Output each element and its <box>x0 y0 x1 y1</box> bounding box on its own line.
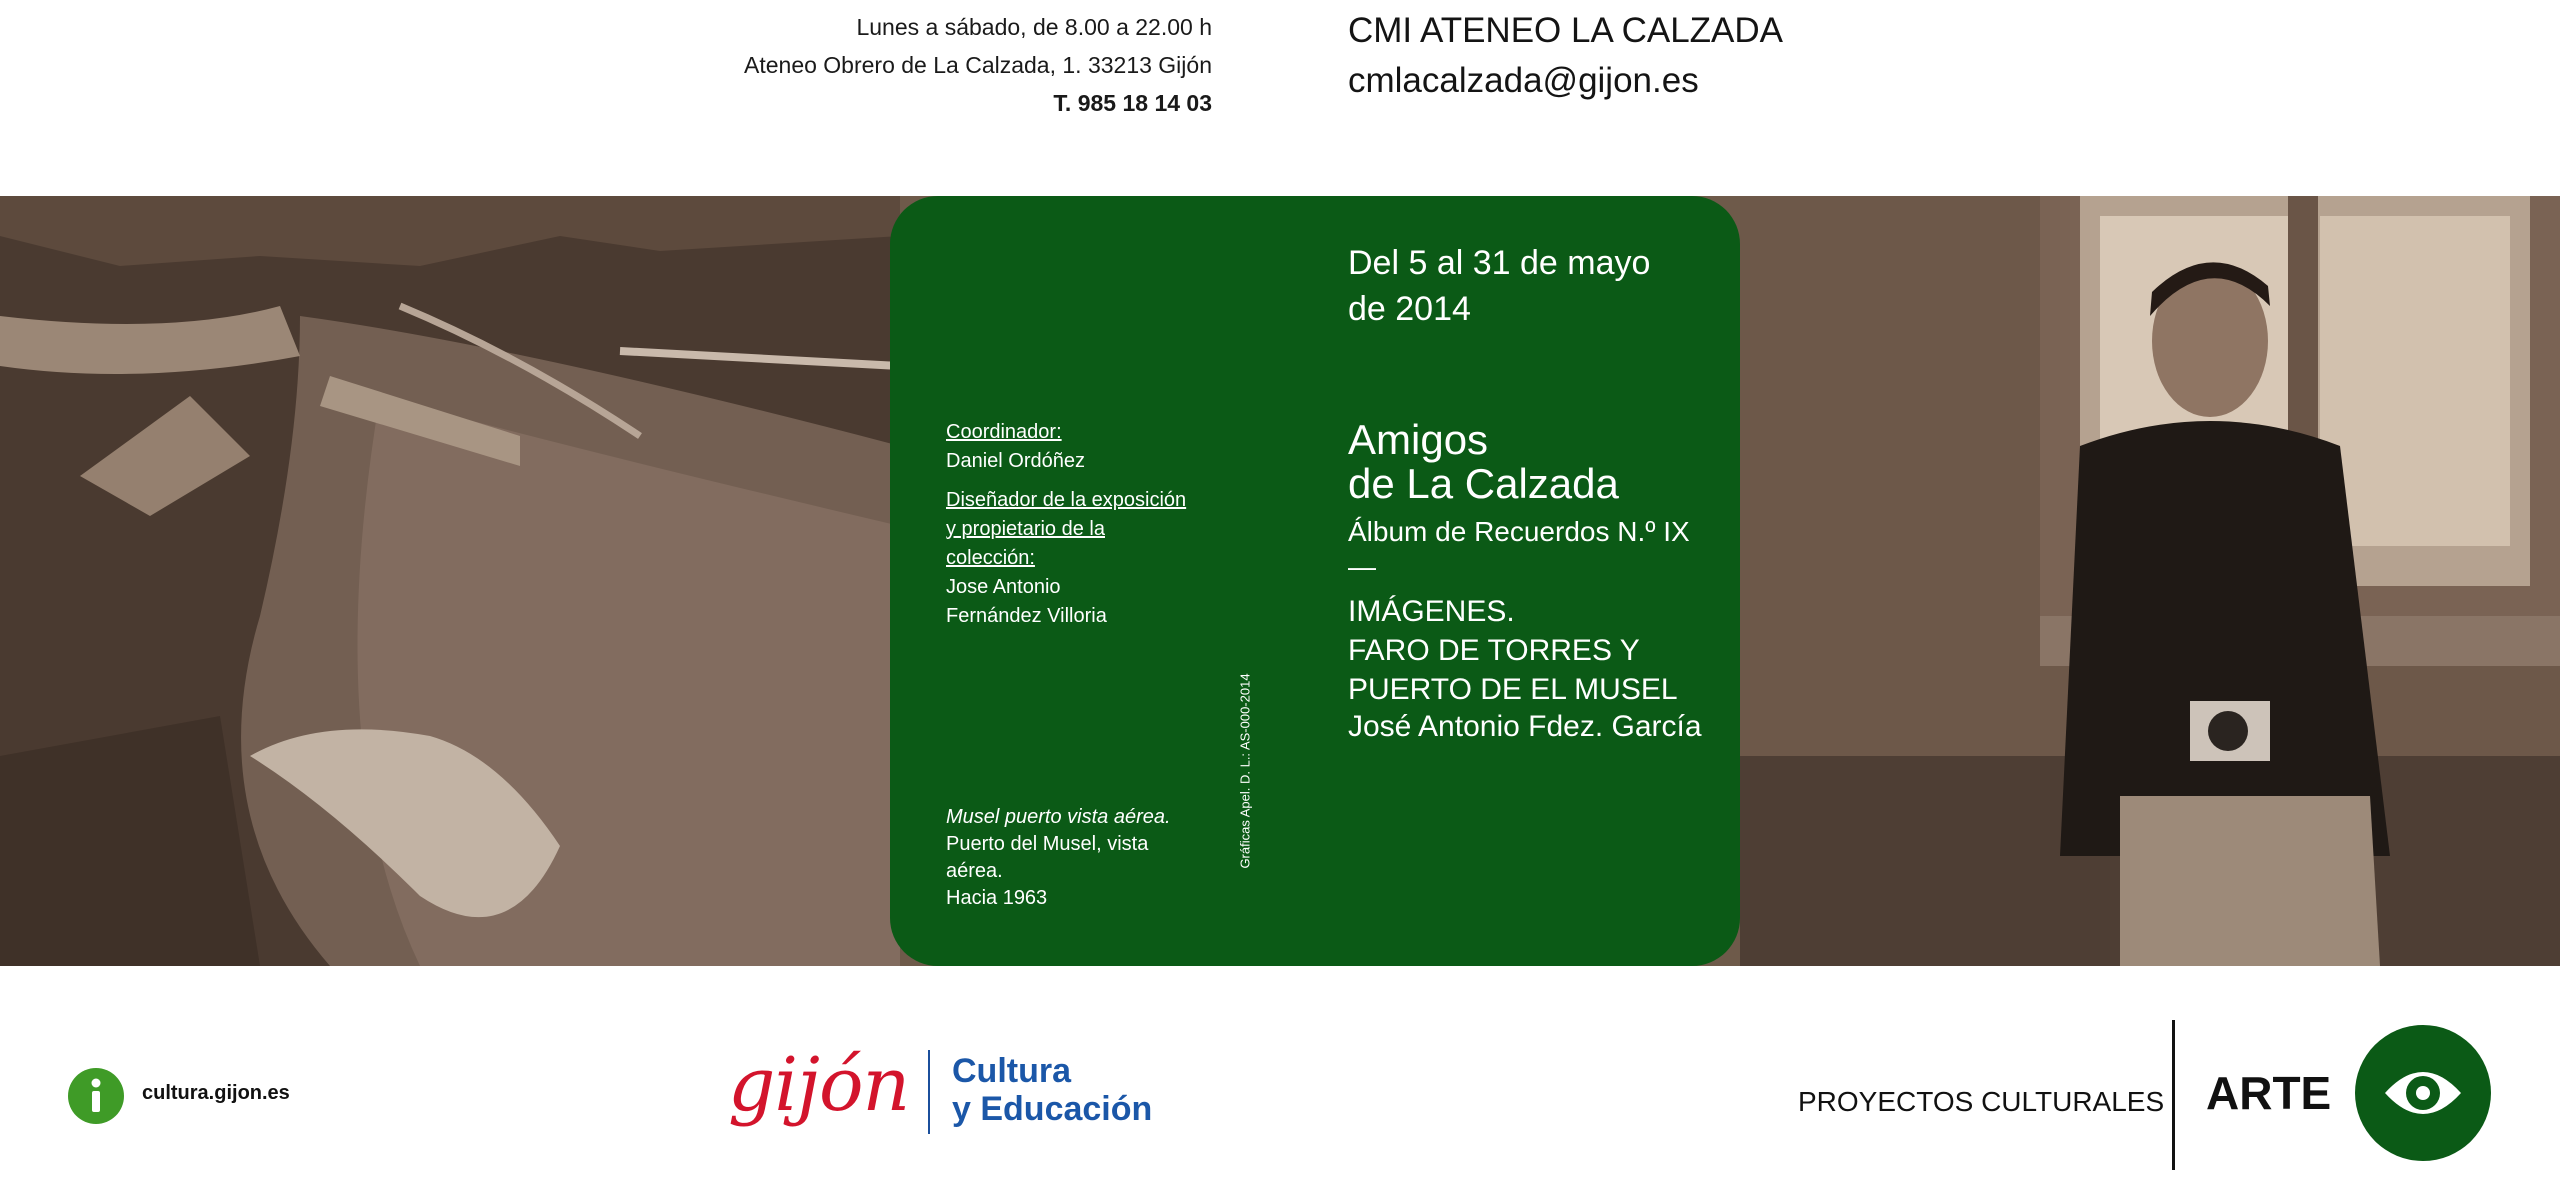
album-number: Álbum de Recuerdos N.º IX <box>1348 516 1690 547</box>
legal-deposit-text: Gráficas Apel. D. L.: AS-000-2014 <box>1237 673 1253 869</box>
exhibition-panel <box>890 196 1740 966</box>
subtitle-line-1: IMÁGENES. <box>1348 595 1515 628</box>
exhibition-dates <box>1348 240 1650 332</box>
caption-line-2: Hacia 1963 <box>946 887 1048 909</box>
venue-name: CMI ATENEO LA CALZADA <box>1348 11 1784 50</box>
coordinator-name: Daniel Ordóñez <box>946 450 1085 472</box>
caption-title: Musel puerto vista aérea. <box>946 806 1171 828</box>
dates-line-2: de 2014 <box>1348 290 1471 328</box>
aerial-port-photo <box>0 196 900 966</box>
info-icon <box>68 1068 124 1124</box>
legal-deposit <box>1230 656 1260 886</box>
exhibition-author: José Antonio Fdez. García <box>1348 710 1702 743</box>
dash-separator: — <box>1348 551 1376 582</box>
designer-label-line-3: colección: <box>946 547 1035 569</box>
exhibition-title <box>1348 418 1619 506</box>
dates-line-1: Del 5 al 31 de mayo <box>1348 244 1651 282</box>
photo-caption <box>946 804 1206 912</box>
logo-divider <box>928 1050 930 1134</box>
culture-website-link[interactable]: cultura.gijon.es <box>142 1082 290 1104</box>
photographer-portrait <box>1740 196 2560 966</box>
cultura-educacion-logo <box>952 1052 1152 1128</box>
cultura-line-1: Cultura <box>952 1052 1071 1090</box>
gijon-logo: gijón <box>728 1042 910 1128</box>
subtitle-line-2: FARO DE TORRES Y <box>1348 634 1640 667</box>
opening-info <box>744 8 1212 122</box>
cultural-projects-label: PROYECTOS CULTURALES <box>1798 1086 2165 1117</box>
designer-name-line-1: Jose Antonio <box>946 576 1061 598</box>
subtitle-line-3: PUERTO DE EL MUSEL <box>1348 673 1678 706</box>
venue-email: cmlacalzada@gijon.es <box>1348 61 1699 100</box>
designer-label-line-1: Diseñador de la exposición <box>946 489 1187 511</box>
designer-name-line-2: Fernández Villoria <box>946 605 1107 627</box>
arte-label: ARTE <box>2206 1067 2332 1119</box>
footer-divider <box>2172 1020 2175 1170</box>
venue-address: Ateneo Obrero de La Calzada, 1. 33213 Gijón <box>744 52 1212 78</box>
exhibition-subtitle <box>1348 592 1678 709</box>
opening-hours: Lunes a sábado, de 8.00 a 22.00 h <box>856 14 1212 40</box>
title-line-2: de La Calzada <box>1348 460 1619 507</box>
venue-phone: T. 985 18 14 03 <box>1053 90 1212 116</box>
title-line-1: Amigos <box>1348 416 1489 463</box>
coordinator-label: Coordinador: <box>946 421 1062 443</box>
venue-block <box>1348 6 1783 106</box>
cultura-line-2: y Educación <box>952 1090 1153 1128</box>
caption-line-1: Puerto del Musel, vista aérea. <box>946 833 1149 882</box>
eye-icon <box>2355 1025 2491 1161</box>
credits-block <box>946 418 1226 641</box>
designer-label-line-2: y propietario de la <box>946 518 1105 540</box>
